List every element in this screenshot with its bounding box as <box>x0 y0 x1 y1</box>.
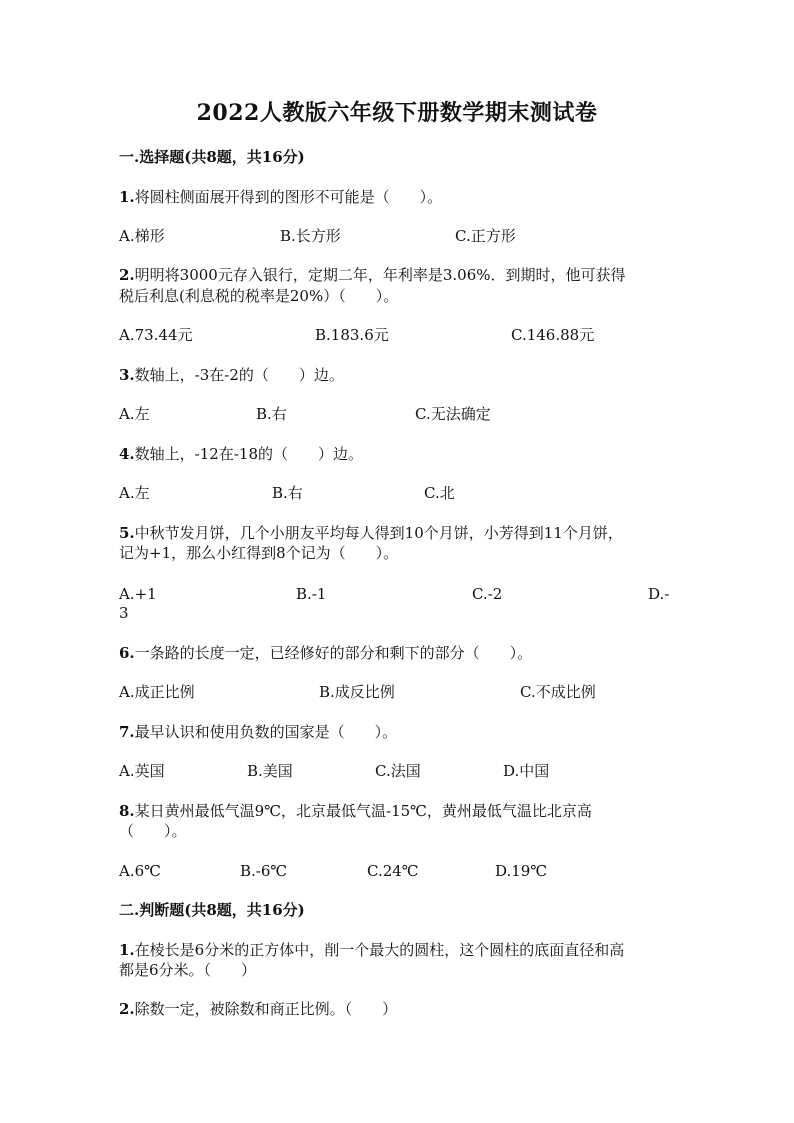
question-number: 5. <box>119 524 135 542</box>
question-text: 一条路的长度一定，已经修好的部分和剩下的部分（ ）。 <box>134 644 533 662</box>
question-text: 在棱长是6分米的正方体中，削一个最大的圆柱，这个圆柱的底面直径和高 <box>134 941 625 959</box>
question-text: 数轴上，-12在-18的（ ）边。 <box>134 445 363 463</box>
option-a: A.成正比例 <box>119 683 195 701</box>
judgement-question-2 <box>119 999 397 1019</box>
option-d-wrap: 3 <box>119 604 129 622</box>
question-number: 4. <box>119 445 135 463</box>
option-a: A.73.44元 <box>119 326 193 344</box>
section-heading-choice: 一.选择题(共8题，共16分) <box>119 148 305 166</box>
option-b: B.右 <box>272 484 303 502</box>
question-3 <box>119 365 344 385</box>
option-d: D.中国 <box>503 762 550 780</box>
option-a: A.6℃ <box>119 862 161 880</box>
option-d: D.- <box>648 585 670 603</box>
question-1 <box>119 187 442 207</box>
judgement-question-1 <box>119 940 624 960</box>
option-c: C.无法确定 <box>415 405 491 423</box>
question-text: 明明将3000元存入银行，定期二年，年利率是3.06%．到期时，他可获得 <box>134 266 626 284</box>
option-d: D.19℃ <box>495 862 548 880</box>
question-number: 7. <box>119 723 135 741</box>
question-number: 2. <box>119 266 135 284</box>
question-text-continued: （ ）。 <box>119 822 187 840</box>
question-8 <box>119 801 592 821</box>
question-7 <box>119 722 397 742</box>
question-text: 将圆柱侧面展开得到的图形不可能是（ ）。 <box>134 188 443 206</box>
option-a: A.梯形 <box>119 227 165 245</box>
question-number: 1. <box>119 941 135 959</box>
question-4 <box>119 444 363 464</box>
question-text: 中秋节发月饼，几个小朋友平均每人得到10个月饼，小芳得到11个月饼， <box>134 524 623 542</box>
option-c: C.24℃ <box>367 862 419 880</box>
question-number: 8. <box>119 802 135 820</box>
question-number: 1. <box>119 188 135 206</box>
option-c: C.正方形 <box>455 227 516 245</box>
option-a: A.左 <box>119 484 150 502</box>
question-5 <box>119 523 623 543</box>
question-number: 6. <box>119 644 135 662</box>
option-b: B.美国 <box>247 762 293 780</box>
option-c: C.法国 <box>375 762 421 780</box>
question-2 <box>119 265 626 285</box>
option-b: B.长方形 <box>280 227 341 245</box>
option-c: C.不成比例 <box>520 683 596 701</box>
option-a: A.英国 <box>119 762 165 780</box>
question-text-continued: 都是6分米。（ ） <box>119 961 257 979</box>
question-text: 除数一定，被除数和商正比例。（ ） <box>134 1000 398 1018</box>
question-text-continued: 记为+1，那么小红得到8个记为（ ）。 <box>119 544 399 562</box>
question-text: 最早认识和使用负数的国家是（ ）。 <box>134 723 398 741</box>
option-b: B.-1 <box>296 585 327 603</box>
option-c: C.北 <box>424 484 455 502</box>
option-b: B.右 <box>256 405 287 423</box>
option-b: B.成反比例 <box>319 683 395 701</box>
exam-title: 2022人教版六年级下册数学期末测试卷 <box>196 100 598 126</box>
question-number: 3. <box>119 366 135 384</box>
question-text: 数轴上，-3在-2的（ ）边。 <box>134 366 344 384</box>
option-b: B.-6℃ <box>240 862 288 880</box>
option-a: A.+1 <box>119 585 157 603</box>
question-6 <box>119 643 532 663</box>
question-text: 某日黄州最低气温9℃，北京最低气温-15℃，黄州最低气温比北京高 <box>134 802 592 820</box>
question-text-continued: 税后利息(利息税的税率是20%）（ ）。 <box>119 287 399 305</box>
option-c: C.146.88元 <box>511 326 595 344</box>
section-heading-judgement: 二.判断题(共8题，共16分) <box>119 901 305 919</box>
option-b: B.183.6元 <box>315 326 389 344</box>
question-number: 2. <box>119 1000 135 1018</box>
option-c: C.-2 <box>472 585 503 603</box>
option-a: A.左 <box>119 405 150 423</box>
